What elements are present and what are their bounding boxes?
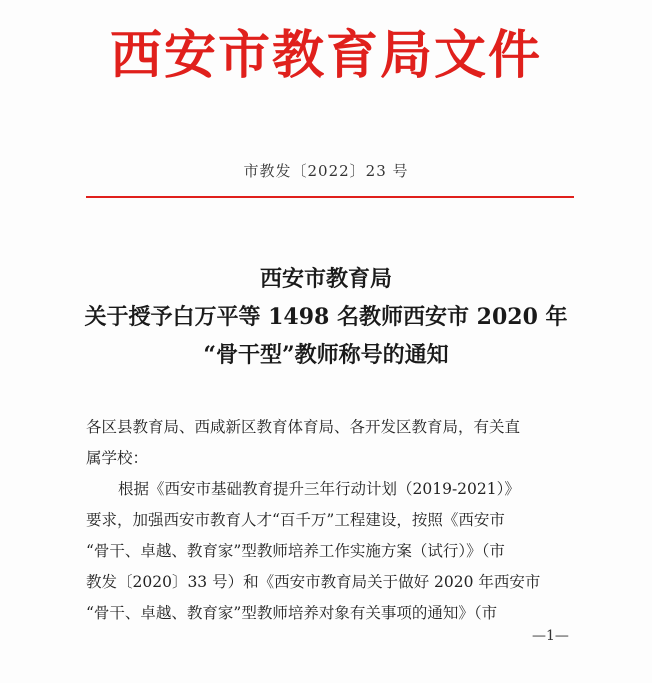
- body-line-2: 要求，加强西安市教育人才“百千万”工程建设，按照《西安市: [86, 511, 505, 529]
- body-line-5: “骨干、卓越、教育家”型教师培养对象有关事项的通知》（市: [86, 604, 498, 622]
- body-line-1: 根据《西安市基础教育提升三年行动计划（2019-2021）》: [118, 480, 520, 498]
- addressee-line-2: 属学校：: [86, 449, 149, 467]
- body-line-3: “骨干、卓越、教育家”型教师培养工作实施方案（试行）》（市: [86, 542, 505, 560]
- title-line-2: 关于授予白万平等 1498 名教师西安市 2020 年: [84, 304, 568, 330]
- title-line-3: “骨干型”教师称号的通知: [203, 342, 449, 368]
- addressee-line-1: 各区县教育局、西咸新区教育体育局、各开发区教育局，有关直: [86, 418, 521, 436]
- page-number: —1—: [532, 628, 569, 644]
- document-body: [86, 412, 586, 629]
- document-masthead: 西安市教育局文件: [109, 25, 542, 86]
- red-divider-line: [86, 196, 574, 198]
- body-line-4: 教发〔2020〕33 号）和《西安市教育局关于做好 2020 年西安市: [86, 573, 541, 591]
- title-line-1: 西安市教育局: [259, 266, 392, 292]
- document-number: 市教发〔2022〕23 号: [243, 162, 409, 180]
- document-title: [0, 260, 652, 374]
